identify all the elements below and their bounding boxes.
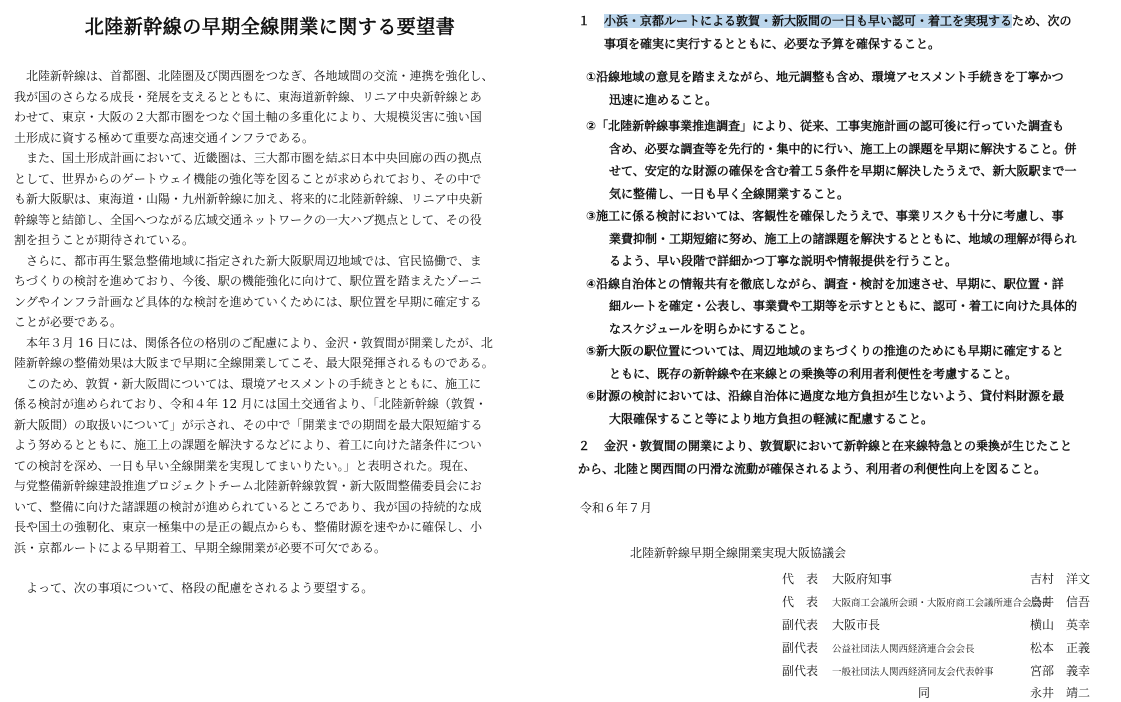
subitem-line: るよう、早い段階で詳細かつ丁寧な説明や情報提供を行うこと。 xyxy=(609,254,958,268)
subitem-6: ⑥財源の検討においては、沿線自治体に過度な地方負担が生じないよう、貸付料財源を最 xyxy=(586,389,1065,403)
body-line: 我が国のさらなる成長・発展を支えるとともに、東海道新幹線、リニア中央新幹線とあ xyxy=(14,89,482,104)
body-line: よう努めるとともに、施工上の課題を解決するなどにより、着工に向けた諸条件につい xyxy=(14,438,482,452)
signatory-name: 松本 正義 xyxy=(1030,641,1091,655)
subitem-line: ともに、既存の新幹線や在来線との乗換等の利用者利便性を考慮すること。 xyxy=(609,366,1018,381)
subitem-5: ⑤新大阪の駅位置については、周辺地域のまちづくりの推進のためにも早期に確定すると xyxy=(586,344,1064,358)
body-line: ちづくりの検討を進めており、今後、駅の機能強化に向けて、駅位置を踏まえたゾーニ xyxy=(14,274,482,288)
signatory-org: 大阪市長 xyxy=(832,618,881,632)
body-line: も新大阪駅は、東海道・山陽・九州新幹線に加え、将来的に北陸新幹線、リニア中央新 xyxy=(14,192,483,206)
subitem-line: なスケジュールを明らかにすること。 xyxy=(609,321,813,336)
body-line: いて、整備に向けた諸課題の検討が進められているところであり、我が国の持続的な成 xyxy=(14,499,482,514)
body-line: 土形成に資する極めて重要な高速交通インフラである。 xyxy=(14,130,315,145)
closing-line: よって、次の事項について、格段の配慮をされるよう要望する。 xyxy=(14,581,374,595)
left-page xyxy=(0,0,560,702)
signatory-name: 宮部 義幸 xyxy=(1030,664,1091,678)
signatory-org: 同 xyxy=(918,686,931,700)
signatory-name: 横山 英幸 xyxy=(1030,618,1091,632)
signatory-org: 公益社団法人関西経済連合会会長 xyxy=(832,644,975,655)
body-line: として、世界からのゲートウェイ機能の強化等を図ることが求められており、その中で xyxy=(14,171,482,186)
subitem-line: 大限確保すること等により地方負担の軽減に配慮すること。 xyxy=(609,411,934,426)
subitem-1: ①沿線地域の意見を踏まえながら、地元調整も含め、環境アセスメント手続きを丁寧かつ xyxy=(586,70,1064,84)
body-line: 浜・京都ルートによる早期着工、早期全線開業が必要不可欠である。 xyxy=(14,540,387,555)
signatory-role: 副代表 xyxy=(782,641,819,655)
item-number: １ xyxy=(578,14,591,28)
document-title: 北陸新幹線の早期全線開業に関する要望書 xyxy=(84,16,456,38)
signatory-role: 代 表 xyxy=(782,595,819,609)
body-line: 陸新幹線の整備効果は大阪まで早期に全線開業してこそ、最大限発揮されるものである。 xyxy=(14,356,494,370)
subitem-line: 業費抑制・工期短縮に努め、施工上の諸課題を解決するとともに、地域の理解が得られ xyxy=(609,231,1077,246)
signatory-org: 一般社団法人関西経済同友会代表幹事 xyxy=(832,667,994,678)
subitem-line: 迅速に進めること。 xyxy=(609,92,718,107)
signatory-role: 副代表 xyxy=(782,618,819,632)
body-line: 新大阪間）の取扱いについて」が示され、その中で「開業までの期間を最大限短縮する xyxy=(14,417,483,432)
right-page xyxy=(560,0,1121,702)
body-line: また、国土形成計画において、近畿圏は、三大都市圏を結ぶ日本中央回廊の西の拠点 xyxy=(14,151,482,165)
signatory-name: 吉村 洋文 xyxy=(1030,572,1091,586)
body-line: 本年３月 16 日には、関係各位の格別のご配慮により、金沢・敦賀間が開業したが、北 xyxy=(14,335,493,350)
body-line: ことが必要である。 xyxy=(14,315,123,329)
body-line: わせて、東京・大阪の２大都市圏をつなぐ国土軸の多重化により、大規模災害に強い国 xyxy=(14,110,482,124)
petition-body xyxy=(14,66,534,599)
body-line: 北陸新幹線は、首都圏、北陸圏及び関西圏をつなぎ、各地域間の交流・連携を強化し、 xyxy=(14,69,494,83)
body-line: 長や国土の強靭化、東京一極集中の是正の観点からも、整備財源を速やかに確保し、小 xyxy=(14,520,483,534)
item-number: ２ xyxy=(578,439,591,453)
body-line: 割を担うことが期待されている。 xyxy=(14,233,195,247)
subitem-line: 気に整備し、一日も早く全線開業すること。 xyxy=(609,186,850,201)
item-text: から、北陸と関西間の円滑な流動が確保されるよう、利用者の利便性向上を図ること。 xyxy=(578,461,1047,476)
body-line: ングやインフラ計画など具体的な検討を進めていくためには、駅位置を早期に確定する xyxy=(14,294,482,309)
document-date: 令和６年７月 xyxy=(580,501,653,515)
signatory-org: 大阪府知事 xyxy=(832,572,893,586)
body-line: このため、敦賀・新大阪間については、環境アセスメントの手続きとともに、施工に xyxy=(14,376,482,391)
subitem-line: 細ルートを確定・公表し、事業費や工期等を示すとともに、認可・着工に向けた具体的 xyxy=(609,299,1078,313)
body-line: ての検討を深め、一日も早い全線開業を実現してまいりたい。」と表明された。現在、 xyxy=(14,458,476,473)
body-line: さらに、都市再生緊急整備地域に指定された新大阪駅周辺地域では、官民協働で、ま xyxy=(14,253,482,268)
signatory-name: 永井 靖二 xyxy=(1030,686,1091,700)
subitem-2: ②「北陸新幹線事業推進調査」により、従来、工事実施計画の認可後に行っていた調査も xyxy=(586,119,1065,133)
body-line: 幹線等と結節し、全国へつながる広域交通ネットワークの一大ハブ拠点として、その役 xyxy=(14,212,482,227)
item-text: ため、次の xyxy=(1012,14,1072,28)
body-line: 係る検討が進められており、令和４年 12 月には国土交通省より、「北陸新幹線（敦賀・ xyxy=(14,397,487,411)
item-text: 金沢・敦賀間の開業により、敦賀駅において新幹線と在来線特急との乗換が生じたこと xyxy=(604,439,1073,453)
organization-name: 北陸新幹線早期全線開業実現大阪協議会 xyxy=(630,546,847,560)
item-text: 事項を確実に実行するとともに、必要な予算を確保すること。 xyxy=(604,36,941,51)
signatory-role: 副代表 xyxy=(782,664,819,678)
subitem-3: ③施工に係る検討においては、客観性を確保したうえで、事業リスクも十分に考慮し、事 xyxy=(586,209,1064,223)
signatory-org: 大阪商工会議所会頭・大阪府商工会議所連合会会長 xyxy=(832,598,1051,609)
subitem-4: ④沿線自治体との情報共有を徹底しながら、調査・検討を加速させ、早期に、駅位置・詳 xyxy=(586,276,1064,291)
signatory-name: 鳥井 信吾 xyxy=(1030,595,1091,609)
body-line: 与党整備新幹線建設推進プロジェクトチーム北陸新幹線敦賀・新大阪間整備委員会にお xyxy=(14,479,482,493)
highlighted-text[interactable]: 小浜・京都ルートによる敦賀・新大阪間の一日も早い認可・着工を実現する xyxy=(604,14,1013,28)
signatory-role: 代 表 xyxy=(782,572,819,586)
subitem-line: せて、安定的な財源の確保を含む着工５条件を早期に解決したうえで、新大阪駅まで一 xyxy=(609,164,1077,178)
subitem-line: 含め、必要な調査等を先行的・集中的に行い、施工上の課題を早期に解決すること。併 xyxy=(609,141,1077,156)
signatory-list xyxy=(560,0,1121,702)
